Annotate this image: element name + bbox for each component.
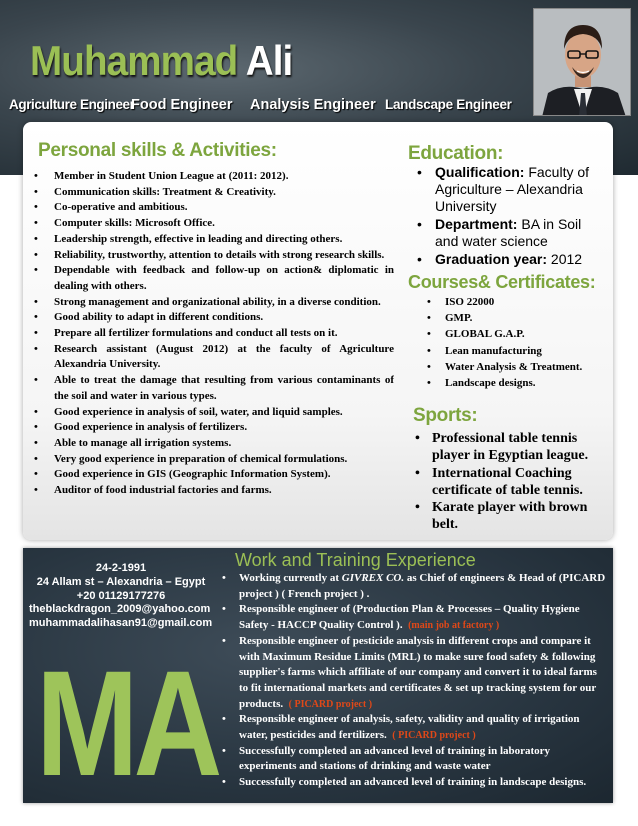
first-name: Muhammad	[30, 37, 238, 84]
contact-info	[23, 562, 219, 631]
skill-item: • Dependable with feedback and follow-up on action& diplomatic in dealing with others.	[32, 263, 394, 294]
education-label: Qualification:	[435, 164, 525, 180]
work-tag: ( PICARD project )	[392, 730, 476, 742]
title-agriculture-engineer: Agriculture Engineer	[9, 97, 135, 112]
skill-item: • Member in Student Union League at (2011: 2012).	[32, 169, 394, 185]
course-item: • Landscape designs.	[425, 375, 610, 391]
education-text: BA in Soil and water science	[435, 216, 582, 249]
job-titles	[9, 97, 629, 117]
skill-item: • Strong management and organizational ability, in a diverse condition.	[32, 295, 394, 311]
skills-heading: Personal skills & Activities:	[38, 140, 277, 161]
skill-item: • Leadership strength, effective in leading and directing others.	[32, 232, 394, 248]
work-item	[222, 712, 607, 743]
education-label: Department:	[435, 216, 518, 232]
company-name: GIVREX CO.	[341, 572, 405, 584]
education-item	[413, 251, 608, 268]
skills-list	[32, 169, 394, 529]
email-gmail: muhammadalihasan91@gmail.com	[29, 617, 213, 630]
work-tag: ( PICARD project )	[288, 698, 373, 710]
course-item: • Water Analysis & Treatment.	[425, 359, 610, 375]
education-text: 2012	[547, 251, 583, 267]
course-item: • GMP.	[425, 310, 610, 326]
work-item	[222, 775, 607, 791]
title-landscape-engineer: Landscape Engineer	[385, 97, 512, 112]
course-item: • GLOBAL G.A.P.	[425, 326, 610, 342]
skill-item: • Good experience in analysis of soil, water, and liquid samples.	[32, 405, 394, 421]
work-text: Responsible engineer of analysis, safety, validity and quality of irrigation water, pesticides and fertilizers.	[239, 713, 580, 742]
education-item	[413, 164, 608, 215]
education-heading: Education:	[408, 143, 504, 164]
skill-item: • Able to manage all irrigation systems.	[32, 436, 394, 452]
education-label: Graduation year:	[435, 251, 548, 267]
work-text-cont: as Chief of engineers & Head of (PICARD project ) ( French project ) .	[239, 572, 606, 600]
education-list	[413, 164, 608, 268]
course-item: • ISO 22000	[425, 294, 610, 310]
skill-item: • Very good experience in preparation of chemical formulations.	[32, 452, 394, 468]
skill-item: • Good experience in GIS (Geographic Information System).	[32, 467, 394, 483]
work-text: Working currently at	[239, 572, 342, 584]
work-heading: Work and Training Experience	[235, 550, 476, 570]
courses-list	[425, 294, 610, 391]
courses-heading: Courses& Certificates:	[408, 272, 596, 292]
work-item	[222, 602, 607, 633]
sport-item: • Karate player with brown belt.	[412, 499, 607, 534]
skill-item: • Communication skills: Treatment & Creativity.	[32, 185, 394, 201]
work-text: Responsible engineer of pesticide analysis in different crops and compare it with Maximum Residue Limits (MRL) to make sure food safety & following supplier's farms which affiliate of our company and convert it to ideal farms to fit international markets and certificates & set up tracking system for our products.	[239, 634, 597, 710]
work-tag: (main job at factory )	[408, 620, 500, 632]
skill-item: • Auditor of food industrial factories and farms.	[32, 483, 394, 499]
sports-heading: Sports:	[413, 405, 478, 426]
skill-item: • Good ability to adapt in different conditions.	[32, 310, 394, 326]
work-text: Successfully completed an advanced level of training in laboratory experiments and stations of drinking and waste water	[239, 744, 551, 773]
email-yahoo: theblackdragon_2009@yahoo.com	[29, 603, 211, 616]
candidate-name	[30, 38, 292, 84]
work-item	[222, 744, 607, 775]
skill-item: • Computer skills: Microsoft Office.	[32, 216, 394, 232]
skill-item: • Co-operative and ambitious.	[32, 200, 394, 216]
sports-list	[412, 430, 607, 534]
work-item	[222, 571, 607, 602]
address: 24 Allam st – Alexandria – Egypt	[36, 575, 206, 588]
phone-number: +20 01129177276	[76, 589, 166, 602]
last-name: Ali	[245, 37, 293, 84]
title-food-engineer: Food Engineer	[131, 97, 233, 113]
work-text: Responsible engineer of (Production Plan & Processes – Quality Hygiene Safety - HACCP Quality Control ).	[239, 603, 580, 632]
sport-item: • Professional table tennis player in Egyptian league.	[412, 430, 607, 465]
work-item	[222, 634, 607, 713]
monogram: MA	[36, 639, 218, 807]
skill-item: • Reliability, trustworthy, attention to details with strong research skills.	[32, 248, 394, 264]
skill-item: • Research assistant (August 2012) at the faculty of Agriculture Alexandria University.	[32, 342, 394, 373]
work-text: Successfully completed an advanced level of training in landscape designs.	[239, 776, 587, 789]
education-text: Faculty of Agriculture – Alexandria University	[435, 164, 590, 214]
course-item: • Lean manufacturing	[425, 343, 610, 359]
skill-item: • Able to treat the damage that resulting from various contaminants of the soil and water in various types.	[32, 373, 394, 404]
date-of-birth: 24-2-1991	[95, 562, 147, 574]
sport-item: • International Coaching certificate of table tennis.	[412, 465, 607, 500]
skill-item: • Good experience in analysis of fertilizers.	[32, 420, 394, 436]
title-analysis-engineer: Analysis Engineer	[250, 97, 376, 113]
education-item	[413, 216, 608, 250]
skill-item: • Prepare all fertilizer formulations and conduct all tests on it.	[32, 326, 394, 342]
work-list	[222, 571, 607, 806]
